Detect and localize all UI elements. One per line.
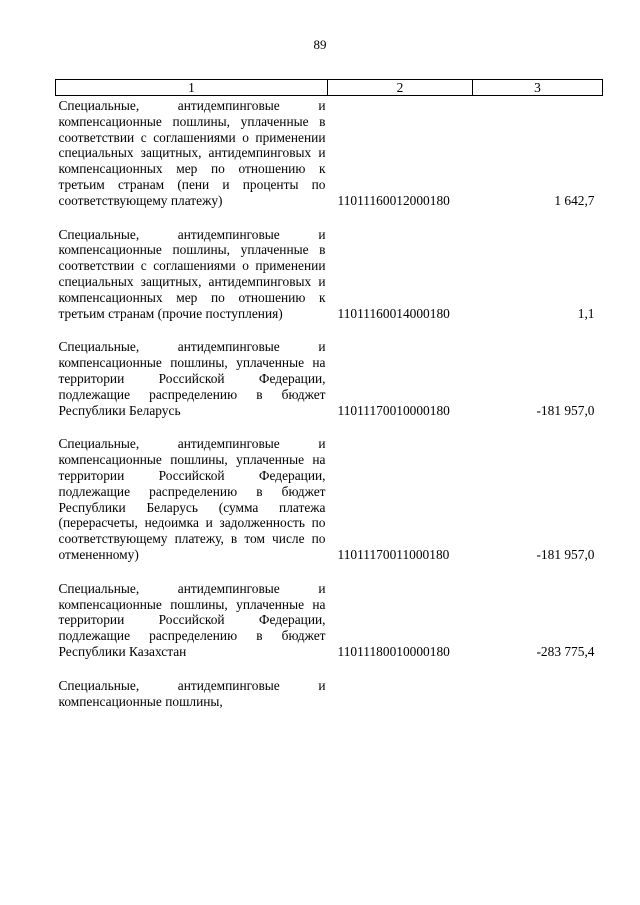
row-code xyxy=(328,678,473,710)
row-amount: 1 642,7 xyxy=(554,192,595,208)
row-amount: -181 957,0 xyxy=(536,546,595,562)
table-header xyxy=(56,80,603,96)
row-name: Специальные, антидемпинговые и компенсационные пошлины, уплаченные на территории Российской Федерации, подлежащие распределению в бюджет Республики Казахстан xyxy=(58,580,326,659)
page-number: 89 xyxy=(313,37,327,52)
table-row xyxy=(56,227,603,340)
row-name: Специальные, антидемпинговые и компенсационные пошлины, xyxy=(58,677,326,709)
row-amount: 1,1 xyxy=(577,305,595,321)
row-amount xyxy=(473,678,603,710)
row-code: 11011180010000180 xyxy=(337,643,450,659)
table-row xyxy=(56,678,603,710)
row-name: Специальные, антидемпинговые и компенсационные пошлины, уплаченные в соответствии с соглашениями о применении специальных защитных, антидемпинговых и компенсационных мер по отношению к третьим странам (прочие поступления) xyxy=(58,226,326,321)
table-row xyxy=(56,339,603,436)
row-amount: -181 957,0 xyxy=(536,402,595,418)
row-code: 11011170010000180 xyxy=(337,402,450,418)
header-col-1: 1 xyxy=(56,80,328,96)
row-code: 11011160012000180 xyxy=(337,192,450,208)
table-row xyxy=(56,96,603,227)
row-code: 11011160014000180 xyxy=(337,305,450,321)
row-name: Специальные, антидемпинговые и компенсационные пошлины, уплаченные на территории Российской Федерации, подлежащие распределению в бюджет Республики Беларусь xyxy=(58,339,326,418)
row-amount: -283 775,4 xyxy=(536,643,595,659)
header-row xyxy=(56,80,603,96)
row-name: Специальные, антидемпинговые и компенсационные пошлины, уплаченные в соответствии с соглашениями о применении специальных защитных, антидемпинговых и компенсационных мер по отношению к третьим странам (пени и проценты по соответствующему платежу) xyxy=(58,98,326,208)
table-body xyxy=(56,96,603,710)
row-code: 11011170011000180 xyxy=(337,546,450,562)
budget-revenue-table xyxy=(55,79,603,709)
table-row xyxy=(56,436,603,580)
row-name: Специальные, антидемпинговые и компенсационные пошлины, уплаченные на территории Российской Федерации, подлежащие распределению в бюджет Республики Беларусь (сумма платежа (перерасчеты, недоимка и задолженность по соответствующему платежу, в том числе по отмененному) xyxy=(58,436,326,562)
table-row xyxy=(56,581,603,678)
header-col-3: 3 xyxy=(473,80,603,96)
header-col-2: 2 xyxy=(328,80,473,96)
